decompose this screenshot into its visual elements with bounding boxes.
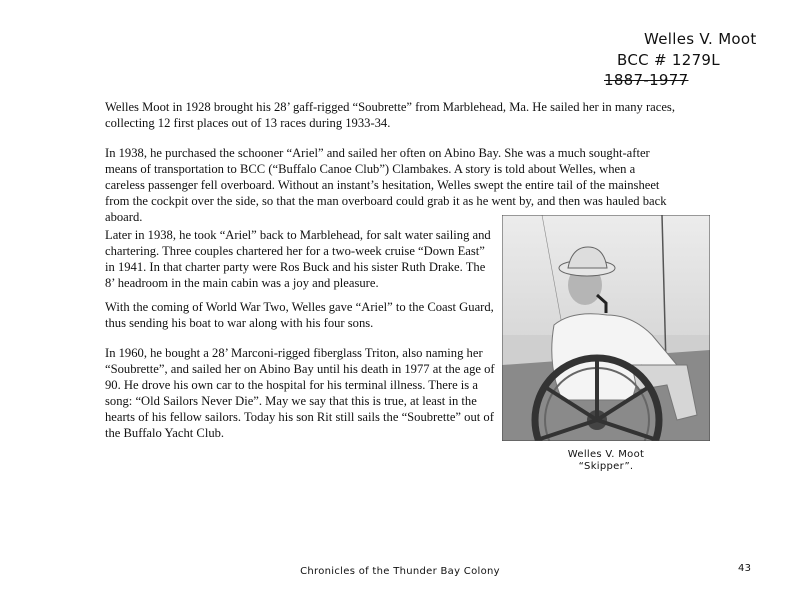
- skipper-photo-illustration: [502, 215, 710, 441]
- paragraph-soubrette: Welles Moot in 1928 brought his 28’ gaff-rigged “Soubrette” from Marblehead, Ma. He sailed her in many races, collecting 12 first places out of 13 races during 1933-34.: [105, 100, 675, 130]
- footer-book-title: Chronicles of the Thunder Bay Colony: [300, 566, 500, 577]
- paragraph-ariel-purchase: In 1938, he purchased the schooner “Ariel” and sailed her often on Abino Bay. She was a much sought-after means of transportation to BCC (“Buffalo Canoe Club”) Clambakes. A story is told about Welles, when a careless passenger fell overboard. Without an instant’s hesitation, Welles swept the entire tail of the mainsheet from the cockpit over the side, so that the man overboard could grab it as he went by, and then was hauled back aboard.: [105, 146, 667, 224]
- paragraph-triton: In 1960, he bought a 28’ Marconi-rigged fiberglass Triton, also naming her “Soubrette”, and sailed her on Abino Bay until his death in 1977 at the age of 90. He drove his own car to the hospital for his terminal illness. There is a song: “Old Sailors Never Die”. May we say that this is true, at least in the hearts of his fellow sailors. Today his son Rit still sails the “Soubrette” out of the Buffalo Yacht Club.: [105, 346, 495, 440]
- header-years: 1887-1977: [604, 71, 689, 89]
- paragraph-marblehead-charter: Later in 1938, he took “Ariel” back to Marblehead, for salt water sailing and chartering. Three couples chartered her for a two-week cruise “Down East” in 1941. In that charter party were Ros Buck and his sister Ruth Drake. The 8’ headroom in the main cabin was a joy and pleasure.: [105, 228, 491, 290]
- skipper-photo: [502, 215, 710, 441]
- page-number: 43: [738, 563, 752, 574]
- photo-caption-name: Welles V. Moot: [567, 449, 645, 460]
- photo-caption-nickname: “Skipper”.: [578, 461, 634, 472]
- header-name: Welles V. Moot: [644, 30, 757, 48]
- photo-caption: [502, 449, 710, 473]
- paragraph-world-war: With the coming of World War Two, Welles gave “Ariel” to the Coast Guard, thus sending his boat to war along with his four sons.: [105, 300, 494, 330]
- header-bcc-number: BCC # 1279L: [617, 51, 720, 69]
